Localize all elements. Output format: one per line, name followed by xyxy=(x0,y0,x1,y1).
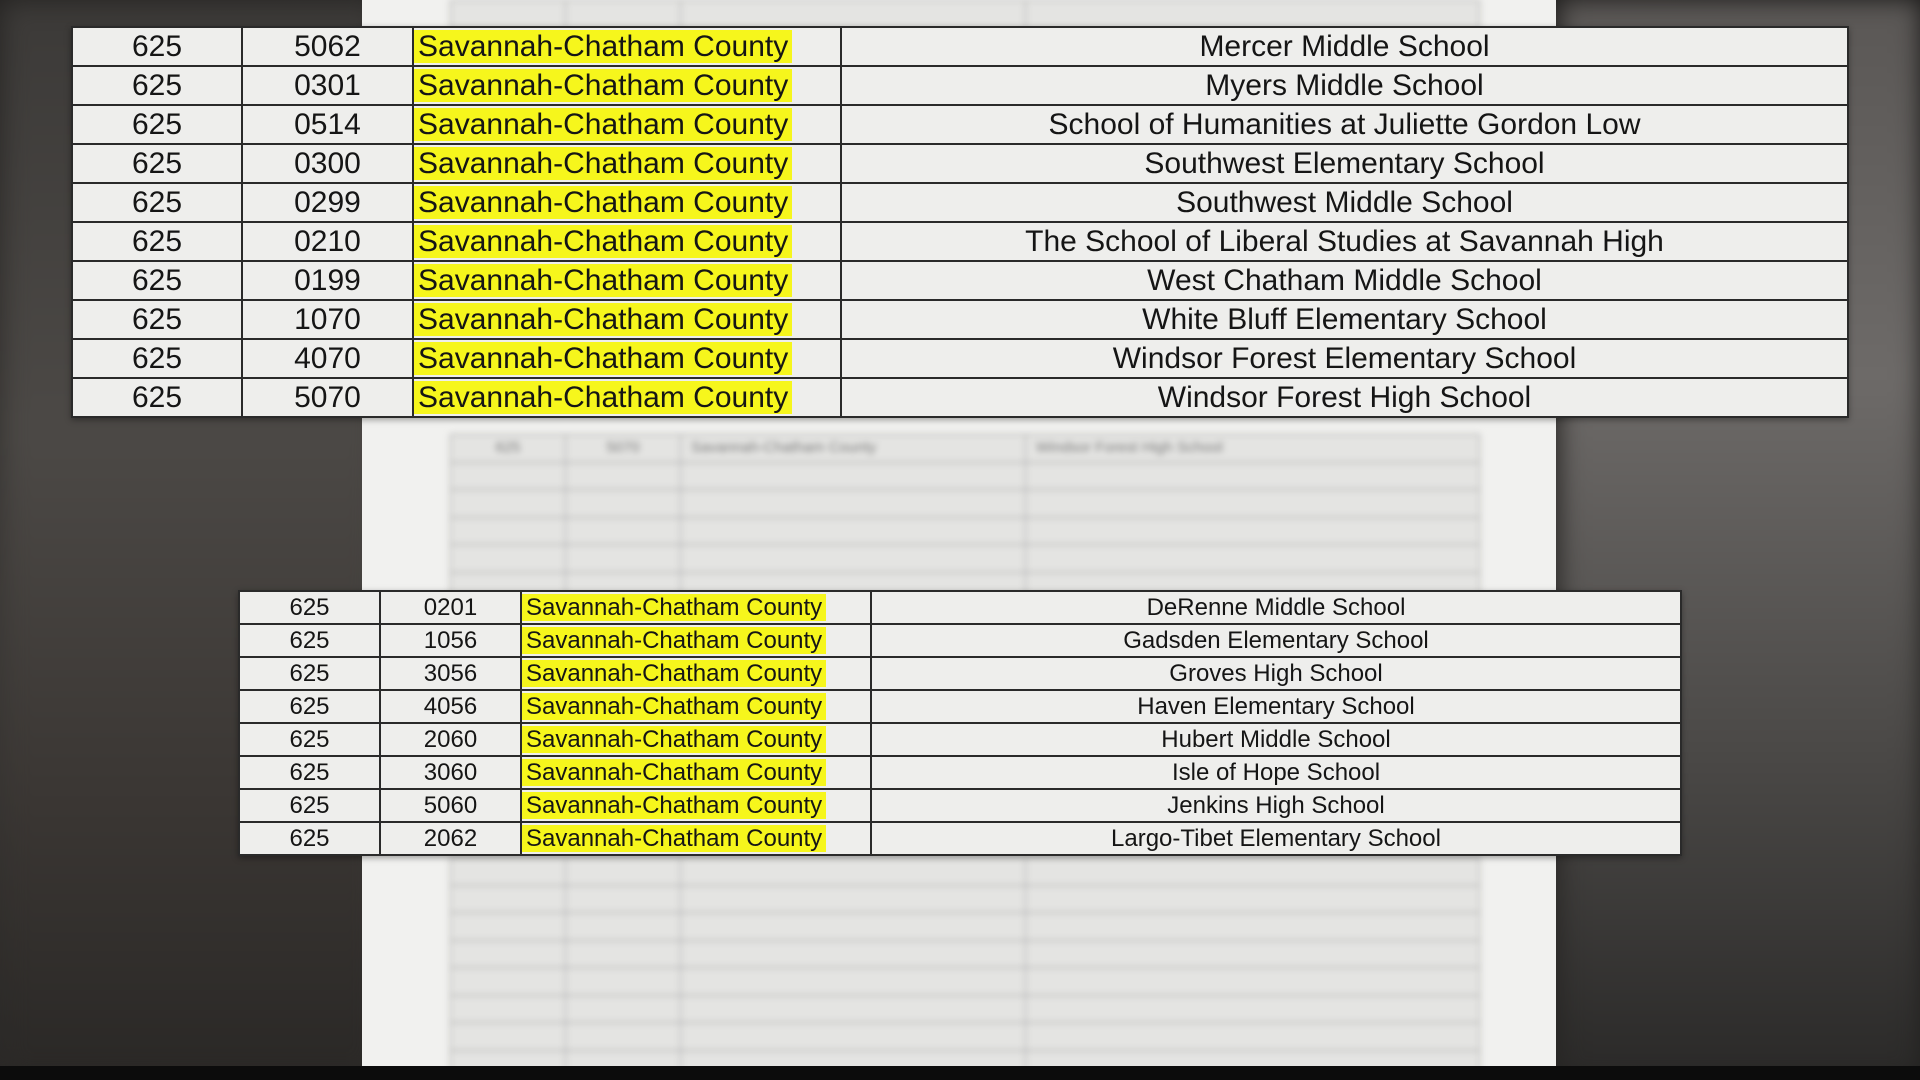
school-name-cell: Gadsden Elementary School xyxy=(871,624,1681,657)
blurred-cell xyxy=(681,490,1026,517)
school-name-cell: White Bluff Elementary School xyxy=(841,300,1848,339)
district-code-cell: 625 xyxy=(239,822,380,855)
highlighted-county: Savannah-Chatham County xyxy=(522,726,826,753)
blurred-cell: 625 xyxy=(451,435,566,462)
table-row xyxy=(72,105,1848,144)
blurred-row xyxy=(450,941,1480,969)
highlighted-county: Savannah-Chatham County xyxy=(414,381,792,414)
blurred-row xyxy=(450,996,1480,1024)
blurred-cell xyxy=(451,913,566,940)
blurred-cell xyxy=(681,913,1026,940)
blurred-cell xyxy=(1026,996,1479,1023)
school-id-cell: 5070 xyxy=(242,378,413,417)
blurred-row xyxy=(450,545,1480,573)
district-code-cell: 625 xyxy=(72,378,242,417)
county-cell xyxy=(413,66,841,105)
school-name-cell: School of Humanities at Juliette Gordon Low xyxy=(841,105,1848,144)
blurred-cell xyxy=(681,886,1026,913)
blurred-cell xyxy=(566,858,681,885)
table-row xyxy=(72,339,1848,378)
district-code-cell: 625 xyxy=(72,222,242,261)
county-cell xyxy=(413,339,841,378)
county-cell xyxy=(413,183,841,222)
school-name-cell: Southwest Elementary School xyxy=(841,144,1848,183)
county-cell xyxy=(521,756,871,789)
highlighted-county: Savannah-Chatham County xyxy=(522,792,826,819)
school-id-cell: 4056 xyxy=(380,690,521,723)
table-row xyxy=(72,27,1848,66)
school-name-cell: Haven Elementary School xyxy=(871,690,1681,723)
school-id-cell: 0299 xyxy=(242,183,413,222)
blurred-row xyxy=(450,518,1480,546)
blurred-cell xyxy=(451,886,566,913)
school-table-top xyxy=(71,26,1849,418)
highlighted-county: Savannah-Chatham County xyxy=(414,342,792,375)
blurred-cell xyxy=(1026,858,1479,885)
school-name-cell: Mercer Middle School xyxy=(841,27,1848,66)
blurred-cell xyxy=(451,518,566,545)
district-code-cell: 625 xyxy=(72,261,242,300)
highlighted-county: Savannah-Chatham County xyxy=(414,108,792,141)
table-row xyxy=(72,378,1848,417)
highlighted-county: Savannah-Chatham County xyxy=(522,660,826,687)
county-cell xyxy=(413,300,841,339)
table-row xyxy=(72,261,1848,300)
district-code-cell: 625 xyxy=(72,144,242,183)
table-row xyxy=(239,657,1681,690)
school-id-cell: 0210 xyxy=(242,222,413,261)
school-id-cell: 2060 xyxy=(380,723,521,756)
county-cell xyxy=(413,261,841,300)
table-row xyxy=(239,624,1681,657)
blurred-cell xyxy=(681,463,1026,490)
school-id-cell: 0301 xyxy=(242,66,413,105)
blurred-cell xyxy=(1026,545,1479,572)
district-code-cell: 625 xyxy=(239,624,380,657)
blurred-cell xyxy=(681,1023,1026,1050)
county-cell xyxy=(521,723,871,756)
blurred-cell xyxy=(681,941,1026,968)
blurred-row xyxy=(450,913,1480,941)
school-name-cell: Groves High School xyxy=(871,657,1681,690)
blurred-lower-rows xyxy=(450,857,1480,1078)
blurred-cell xyxy=(566,968,681,995)
table-row xyxy=(72,222,1848,261)
table-row xyxy=(72,183,1848,222)
district-code-cell: 625 xyxy=(72,339,242,378)
school-id-cell: 2062 xyxy=(380,822,521,855)
blurred-cell xyxy=(1026,913,1479,940)
district-code-cell: 625 xyxy=(72,300,242,339)
school-name-cell: Hubert Middle School xyxy=(871,723,1681,756)
county-cell xyxy=(521,657,871,690)
table-row xyxy=(72,300,1848,339)
school-name-cell: Isle of Hope School xyxy=(871,756,1681,789)
school-id-cell: 3056 xyxy=(380,657,521,690)
county-cell xyxy=(521,690,871,723)
school-id-cell: 5062 xyxy=(242,27,413,66)
county-cell xyxy=(521,822,871,855)
blurred-cell xyxy=(1026,1023,1479,1050)
blurred-cell xyxy=(566,886,681,913)
blurred-cell xyxy=(451,941,566,968)
blurred-cell xyxy=(566,490,681,517)
blurred-cell xyxy=(566,545,681,572)
highlighted-county: Savannah-Chatham County xyxy=(522,693,826,720)
blurred-cell xyxy=(566,913,681,940)
school-id-cell: 0300 xyxy=(242,144,413,183)
blurred-cell xyxy=(566,1023,681,1050)
school-id-cell: 1056 xyxy=(380,624,521,657)
table-row xyxy=(239,756,1681,789)
table-row xyxy=(72,144,1848,183)
school-name-cell: Southwest Middle School xyxy=(841,183,1848,222)
blurred-cell xyxy=(566,518,681,545)
blurred-cell: Windsor Forest High School xyxy=(1036,439,1223,456)
blurred-cell xyxy=(566,941,681,968)
highlighted-county: Savannah-Chatham County xyxy=(522,594,826,621)
blurred-cell xyxy=(451,996,566,1023)
blurred-cell xyxy=(1026,968,1479,995)
blurred-cell xyxy=(566,996,681,1023)
blurred-cell xyxy=(681,968,1026,995)
bottom-bar xyxy=(0,1066,1920,1080)
blurred-row xyxy=(450,434,1480,463)
highlighted-county: Savannah-Chatham County xyxy=(414,264,792,297)
blurred-cell xyxy=(681,518,1026,545)
highlighted-county: Savannah-Chatham County xyxy=(522,627,826,654)
blurred-row xyxy=(450,1023,1480,1051)
blurred-cell xyxy=(451,463,566,490)
county-cell xyxy=(521,789,871,822)
table-row xyxy=(72,66,1848,105)
blurred-cell xyxy=(451,1023,566,1050)
highlighted-county: Savannah-Chatham County xyxy=(414,147,792,180)
table-row xyxy=(239,822,1681,855)
blurred-cell xyxy=(1026,886,1479,913)
highlighted-county: Savannah-Chatham County xyxy=(414,303,792,336)
table-row xyxy=(239,789,1681,822)
school-name-cell: Largo-Tibet Elementary School xyxy=(871,822,1681,855)
blurred-cell xyxy=(681,858,1026,885)
blurred-cell xyxy=(681,545,1026,572)
district-code-cell: 625 xyxy=(239,690,380,723)
district-code-cell: 625 xyxy=(239,657,380,690)
highlighted-county: Savannah-Chatham County xyxy=(414,186,792,219)
blurred-cell xyxy=(1026,463,1479,490)
blurred-middle-rows xyxy=(450,434,1480,600)
blurred-cell xyxy=(681,996,1026,1023)
school-name-cell: Windsor Forest High School xyxy=(841,378,1848,417)
county-cell xyxy=(413,378,841,417)
blurred-cell xyxy=(451,858,566,885)
district-code-cell: 625 xyxy=(72,27,242,66)
school-id-cell: 5060 xyxy=(380,789,521,822)
table-row xyxy=(239,723,1681,756)
table-row xyxy=(239,591,1681,624)
blurred-row xyxy=(450,968,1480,996)
blurred-row xyxy=(450,463,1480,491)
school-id-cell: 4070 xyxy=(242,339,413,378)
highlighted-county: Savannah-Chatham County xyxy=(414,30,792,63)
blurred-cell: 5070 xyxy=(566,435,681,462)
blurred-row xyxy=(450,886,1480,914)
table-row xyxy=(239,690,1681,723)
school-name-cell: Jenkins High School xyxy=(871,789,1681,822)
district-code-cell: 625 xyxy=(72,183,242,222)
county-cell xyxy=(413,222,841,261)
highlighted-county: Savannah-Chatham County xyxy=(522,759,826,786)
highlighted-county: Savannah-Chatham County xyxy=(414,69,792,102)
district-code-cell: 625 xyxy=(72,66,242,105)
highlighted-county: Savannah-Chatham County xyxy=(414,225,792,258)
blurred-row xyxy=(450,0,1480,29)
blurred-cell xyxy=(451,545,566,572)
highlighted-county: Savannah-Chatham County xyxy=(522,825,826,852)
county-cell xyxy=(521,624,871,657)
school-name-cell: The School of Liberal Studies at Savannah High xyxy=(841,222,1848,261)
blurred-row xyxy=(450,490,1480,518)
school-name-cell: West Chatham Middle School xyxy=(841,261,1848,300)
county-cell xyxy=(413,144,841,183)
county-cell xyxy=(521,591,871,624)
county-cell xyxy=(413,105,841,144)
school-table-bottom xyxy=(238,590,1682,856)
district-code-cell: 625 xyxy=(239,789,380,822)
school-id-cell: 0514 xyxy=(242,105,413,144)
district-code-cell: 625 xyxy=(239,756,380,789)
blurred-top-strip xyxy=(450,0,1480,29)
school-id-cell: 3060 xyxy=(380,756,521,789)
blurred-cell xyxy=(451,968,566,995)
district-code-cell: 625 xyxy=(239,591,380,624)
school-name-cell: DeRenne Middle School xyxy=(871,591,1681,624)
district-code-cell: 625 xyxy=(239,723,380,756)
school-id-cell: 0201 xyxy=(380,591,521,624)
school-name-cell: Windsor Forest Elementary School xyxy=(841,339,1848,378)
school-id-cell: 1070 xyxy=(242,300,413,339)
blurred-cell xyxy=(1026,490,1479,517)
blurred-cell: Savannah-Chatham County xyxy=(681,435,1026,462)
district-code-cell: 625 xyxy=(72,105,242,144)
blurred-cell xyxy=(1026,518,1479,545)
blurred-row xyxy=(450,857,1480,886)
blurred-cell xyxy=(566,463,681,490)
blurred-cell xyxy=(451,490,566,517)
county-cell xyxy=(413,27,841,66)
school-name-cell: Myers Middle School xyxy=(841,66,1848,105)
school-id-cell: 0199 xyxy=(242,261,413,300)
blurred-cell xyxy=(1026,941,1479,968)
